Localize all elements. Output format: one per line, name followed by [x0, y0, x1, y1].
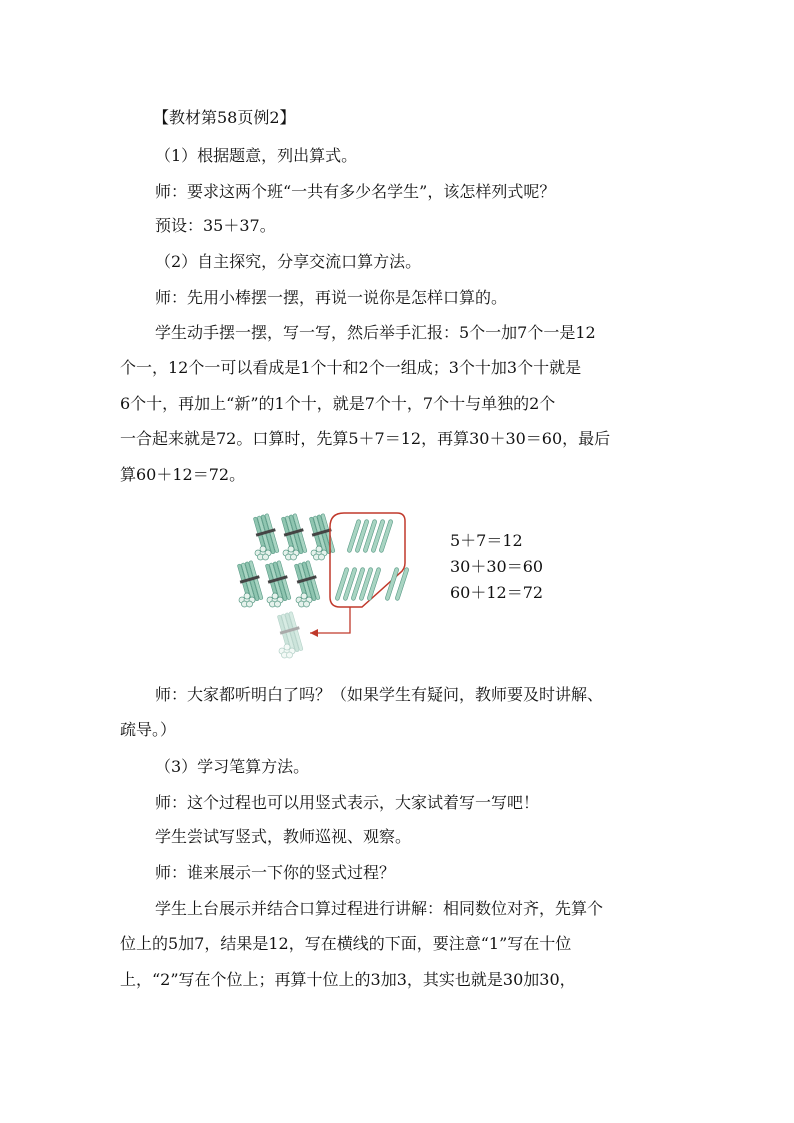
- paragraph-step-3: （3）学习笔算方法。: [155, 757, 310, 776]
- equation: 30＋30＝60: [450, 557, 544, 576]
- arrow-head-icon: [310, 629, 318, 637]
- paragraph: 师：大家都听明白了吗？（如果学生有疑问，教师要及时讲解、: [155, 685, 604, 704]
- paragraph: 学生动手摆一摆，写一写，然后举手汇报：5个一加7个一是12: [155, 323, 596, 342]
- ten-bundle: [263, 560, 293, 607]
- ten-bundle: [279, 513, 309, 560]
- paragraph: 学生上台展示并结合口算过程进行讲解：相同数位对齐，先算个: [155, 899, 604, 918]
- paragraph: 算60＋12＝72。: [120, 465, 246, 484]
- paragraph: 6个十，再加上“新”的1个十，就是7个十，7个十与单独的2个: [120, 394, 556, 413]
- paragraph: 个一，12个一可以看成是1个十和2个一组成；3个十加3个十就是: [120, 358, 582, 377]
- paragraph: 预设：35＋37。: [155, 216, 276, 235]
- paragraph: 师：谁来展示一下你的竖式过程？: [155, 863, 396, 882]
- paragraph: 学生尝试写竖式，教师巡视、观察。: [155, 827, 412, 846]
- equation: 5＋7＝12: [450, 531, 523, 550]
- equation: 60＋12＝72: [450, 583, 544, 602]
- ten-bundle: [251, 513, 281, 560]
- paragraph-step-2: （2）自主探究，分享交流口算方法。: [155, 252, 422, 271]
- paragraph: 师：这个过程也可以用竖式表示，大家试着写一写吧！: [155, 793, 540, 812]
- paragraph: 师：先用小棒摆一摆，再说一说你是怎样口算的。: [155, 288, 508, 307]
- paragraph: 师：要求这两个班“一共有多少名学生”，该怎样列式呢？: [155, 182, 556, 201]
- paragraph-step-1: （1）根据题意，列出算式。: [155, 146, 358, 165]
- ten-bundle: [292, 560, 322, 607]
- paragraph: 位上的5加7，结果是12，写在横线的下面，要注意“1”写在十位: [120, 934, 572, 953]
- ten-bundle: [307, 513, 337, 560]
- paragraph: 上，“2”写在个位上；再算十位上的3加3，其实也就是30加30，: [120, 970, 576, 989]
- arrow-line: [310, 607, 350, 633]
- new-ten-bundle: [275, 611, 305, 658]
- ten-bundle: [235, 560, 265, 607]
- heading-textbook-ref: 【教材第58页例2】: [153, 108, 296, 127]
- paragraph: 一合起来就是72。口算时，先算5＋7＝12，再算30＋30＝60，最后: [120, 429, 611, 448]
- paragraph: 疏导。）: [120, 720, 177, 739]
